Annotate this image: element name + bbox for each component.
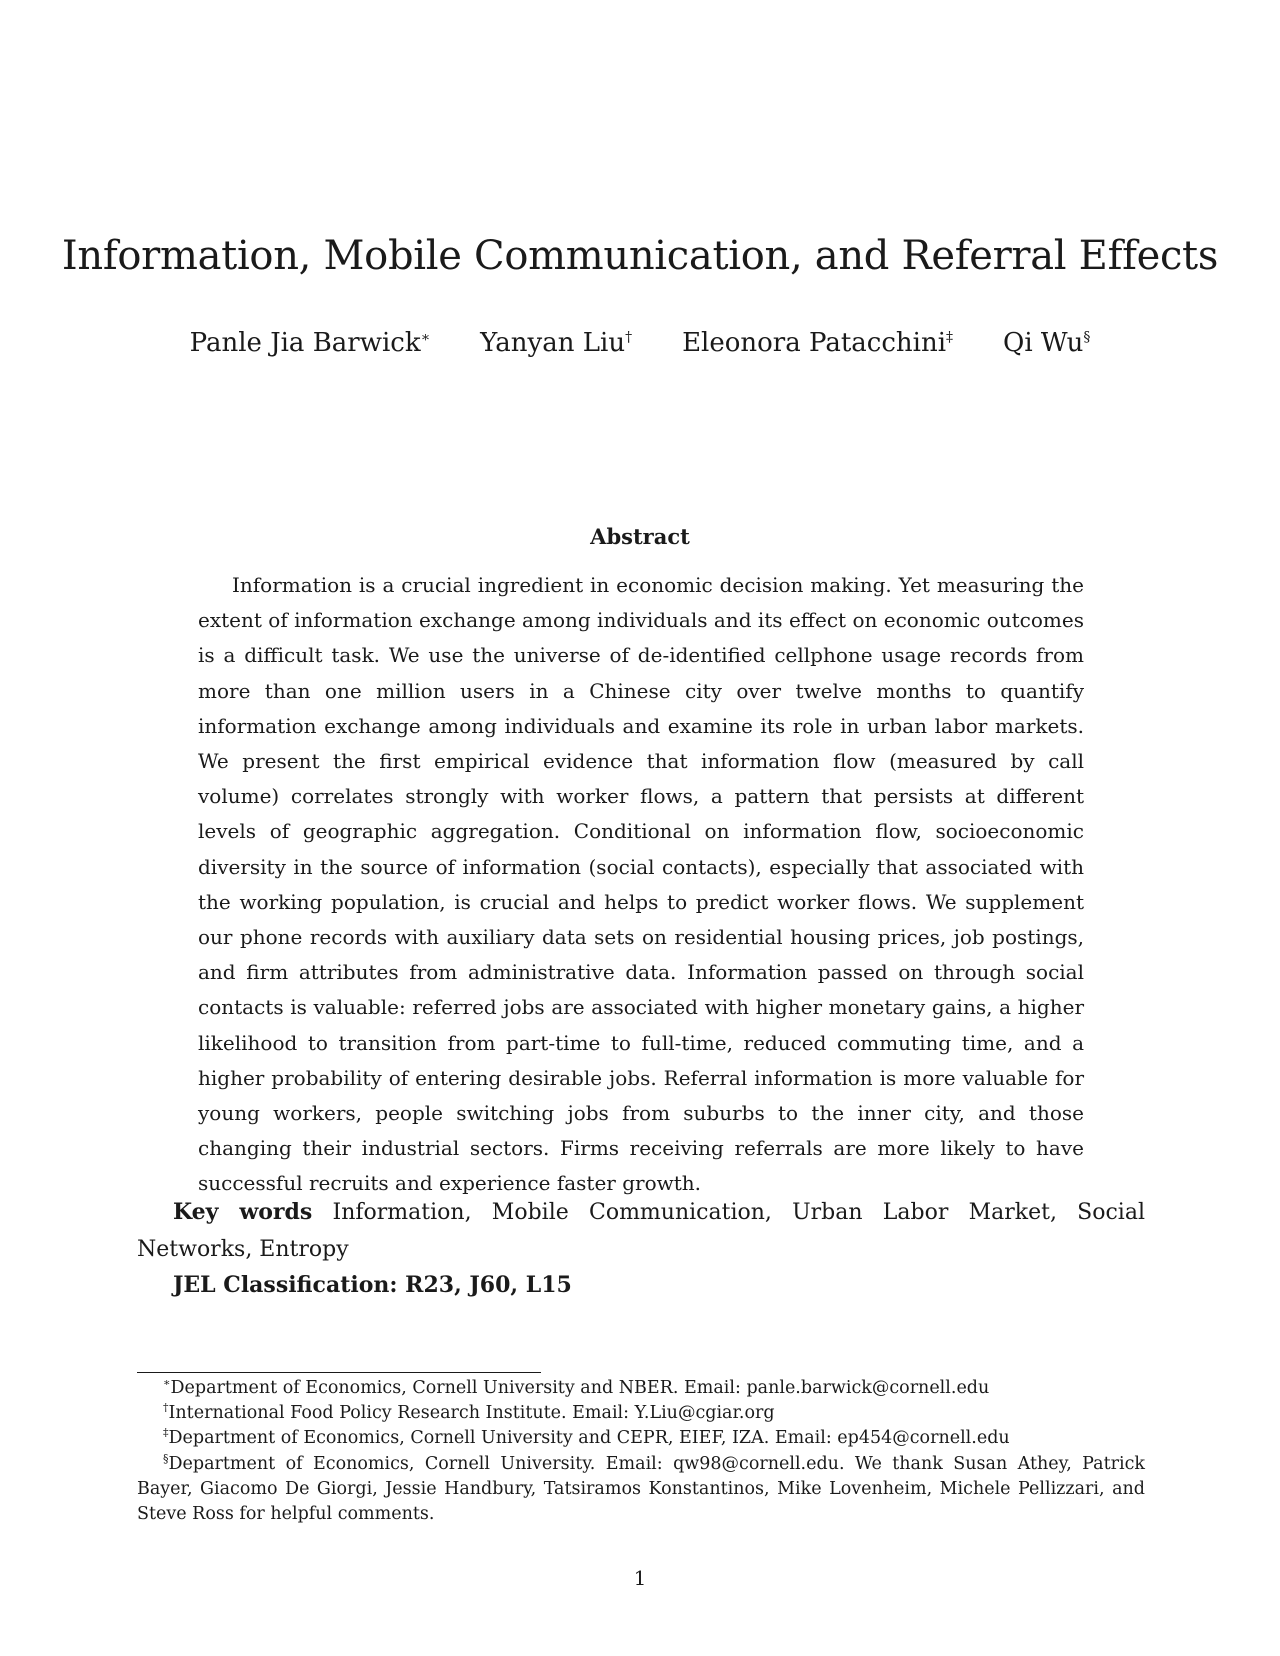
paper-title: Information, Mobile Communication, and Referral Effects	[61, 233, 1219, 279]
footnote-mark: §	[163, 1451, 169, 1465]
abstract-body: Information is a crucial ingredient in economic decision making. Yet measuring the extent of information exchange among individuals and its effect on economic outcomes is a difficult task. We use the universe of de-identified cellphone usage records from more than one million users in a Chinese city over twelve months to quantify information exchange among individuals and examine its role in urban labor markets. We present the first empirical evidence that information flow (measured by call volume) correlates strongly with worker flows, a pattern that persists at different levels of geographic aggregation. Conditional on information flow, socioeconomic diversity in the source of information (social contacts), especially that associated with the working population, is crucial and helps to predict worker flows. We supplement our phone records with auxiliary data sets on residential housing prices, job postings, and firm attributes from administrative data. Information passed on through social contacts is valuable: referred jobs are associated with higher monetary gains, a higher likelihood to transition from part-time to full-time, reduced commuting time, and a higher probability of entering desirable jobs. Referral information is more valuable for young workers, people switching jobs from suburbs to the inner city, and those changing their industrial sectors. Firms receiving referrals are more likely to have successful recruits and experience faster growth.	[198, 573, 1084, 1196]
footnote-text: International Food Policy Research Institute. Email: Y.Liu@cgiar.org	[168, 1403, 775, 1424]
footnote-3	[137, 1426, 1145, 1451]
footnote-4	[137, 1452, 1145, 1528]
author-footnote-mark: †	[625, 329, 633, 346]
author-name: Yanyan Liu	[480, 328, 626, 358]
author-footnote-mark: §	[1083, 329, 1091, 346]
author-4	[1003, 328, 1090, 359]
footnote-text: Department of Economics, Cornell University and CEPR, EIEF, IZA. Email: ep454@cornell.edu	[168, 1428, 1010, 1449]
keywords-label: Key words	[173, 1199, 313, 1225]
footnote-1	[137, 1376, 1145, 1401]
footnote-divider	[137, 1372, 541, 1373]
page-number: 1	[633, 1566, 647, 1590]
author-footnote-mark: ∗	[420, 329, 431, 346]
jel-classification: JEL Classification: R23, J60, L15	[173, 1272, 572, 1298]
author-name: Panle Jia Barwick	[189, 328, 421, 358]
footnote-text: Department of Economics, Cornell University. Email: qw98@cornell.edu. We thank Susan Athey, Patrick Bayer, Giacomo De Giorgi, Jessie Handbury, Tatsiramos Konstantinos, Mike Lovenheim, Michele Pellizzari, and Steve Ross for helpful comments.	[137, 1453, 1145, 1525]
author-2	[480, 328, 632, 359]
keywords-text: Information, Mobile Communication, Urban Labor Market, Social Networks, Entropy	[137, 1200, 1145, 1262]
author-name: Qi Wu	[1003, 328, 1084, 358]
author-name: Eleonora Patacchini	[682, 328, 947, 358]
footnote-text: Department of Economics, Cornell University and NBER. Email: panle.barwick@cornell.edu	[170, 1378, 990, 1398]
author-3	[682, 328, 953, 359]
footnote-mark: ∗	[163, 1376, 171, 1390]
footnote-mark: †	[163, 1401, 169, 1415]
author-list	[0, 328, 1280, 359]
footnote-mark: ‡	[163, 1426, 169, 1440]
keywords	[137, 1194, 1145, 1268]
footnote-2	[137, 1401, 1145, 1426]
abstract-heading: Abstract	[590, 524, 690, 549]
author-footnote-mark: ‡	[946, 329, 954, 346]
author-1	[190, 328, 430, 359]
footnotes	[137, 1376, 1145, 1527]
